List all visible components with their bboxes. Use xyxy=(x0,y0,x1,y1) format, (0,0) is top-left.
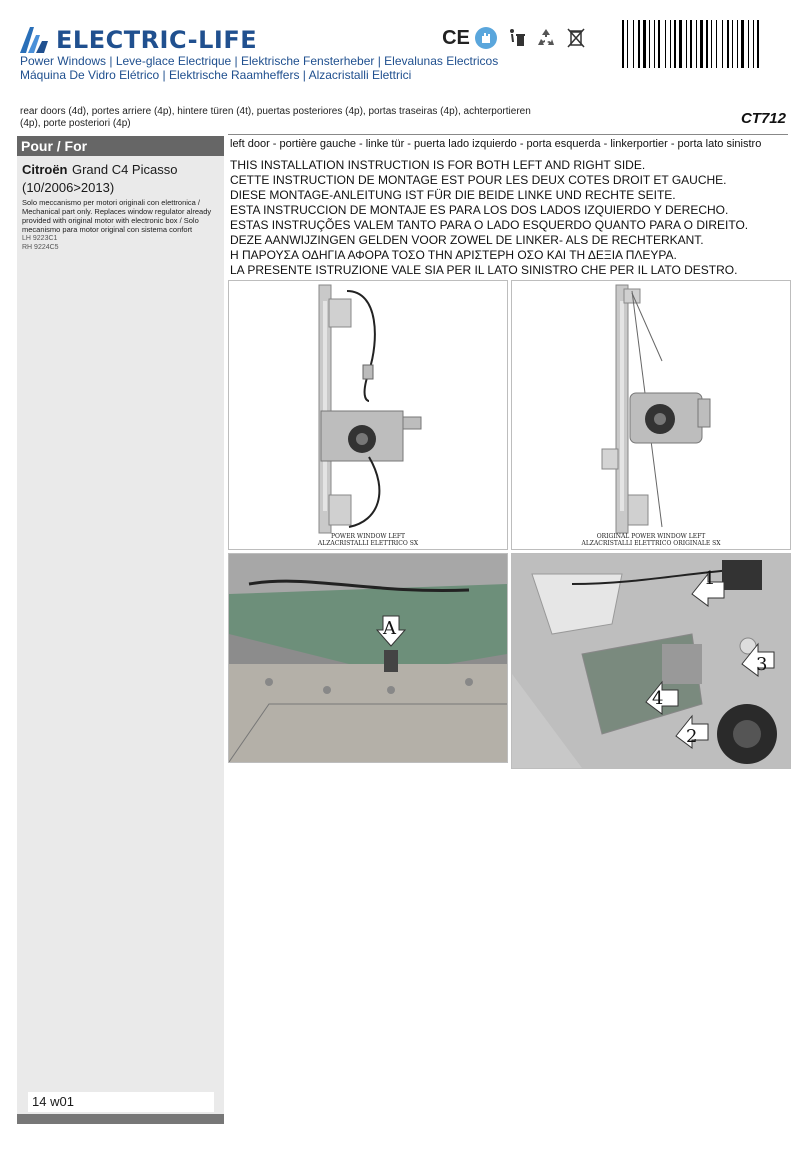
ref-rh: RH 9224C5 xyxy=(22,244,59,251)
instruction-line: THIS INSTALLATION INSTRUCTION IS FOR BOTH LEFT AND RIGHT SIDE. xyxy=(230,158,646,172)
vehicle-note: Solo meccanismo per motori originali con elettronica / Mechanical part only. Replaces window regulator already provided with original motor with electronic box / Solo mecanismo para motor original con sistema confort xyxy=(22,198,212,234)
instruction-line: CETTE INSTRUCTION DE MONTAGE EST POUR LES DEUX COTES DROIT ET GAUCHE. xyxy=(230,173,727,187)
instruction-line: ESTA INSTRUCCION DE MONTAJE ES PARA LOS DOS LADOS IZQUIERDO Y DERECHO. xyxy=(230,203,729,217)
vehicle-years: (10/2006>2013) xyxy=(22,180,115,195)
photo2-caption xyxy=(512,533,790,547)
applicability-text xyxy=(20,106,580,130)
callout-1: 1 xyxy=(704,568,716,589)
photo2-caption-line1: ORIGINAL POWER WINDOW LEFT xyxy=(596,533,706,540)
product-code: CT712 xyxy=(740,110,786,127)
ce-mark-icon: CE xyxy=(442,26,470,49)
door-side-line: left door - portière gauche - linke tür - puerta lado izquierdo - porta esquerda - linkerportier - porta lato sinistro xyxy=(230,138,762,150)
vehicle-sidebar xyxy=(17,136,224,1124)
window-regulator-illustration xyxy=(229,281,507,549)
sidebar-footer-bar xyxy=(17,1114,224,1124)
revision-label: 14 w01 xyxy=(28,1092,214,1112)
photo-door-panel-steps xyxy=(511,553,791,769)
instruction-line: Η ΠΑΡΟΥΣΑ ΟΔΗΓΙΑ ΑΦΟΡΑ ΤΟΣΟ ΤΗΝ ΑΡΙΣΤΕΡΗ ΟΣΟ ΚΑΙ ΤΗ ΔΕΞΙΑ ΠΛΕΥΡΑ. xyxy=(230,248,677,262)
door-panel-illustration xyxy=(512,554,790,768)
instruction-line: LA PRESENTE ISTRUZIONE VALE SIA PER IL LATO SINISTRO CHE PER IL LATO DESTRO. xyxy=(230,263,738,277)
photo-power-window-left xyxy=(228,280,508,550)
callout-3: 3 xyxy=(756,654,768,675)
header-divider xyxy=(228,134,788,135)
ref-lh: LH 9223C1 xyxy=(22,235,58,242)
bin-person-icon xyxy=(504,26,528,50)
photo-window-glass-clip xyxy=(228,553,508,763)
crossed-bin-icon xyxy=(564,26,588,50)
instructions-block xyxy=(230,158,790,278)
sidebar-header: Pour / For xyxy=(17,136,224,156)
vehicle-model: Grand C4 Picasso xyxy=(71,162,178,177)
callout-2: 2 xyxy=(686,726,698,747)
subtitle-line-1: Power Windows | Leve-glace Electrique | Elektrische Fensterheber | Elevalunas Electricos xyxy=(20,54,499,68)
product-category-subtitle xyxy=(20,54,498,82)
subtitle-line-2: Máquina De Vidro Elétrico | Elektrische Raamheffers | Alzacristalli Elettrici xyxy=(20,68,412,82)
vehicle-info xyxy=(22,161,218,252)
electric-life-logo-icon xyxy=(18,25,52,55)
photo1-caption-line2: ALZACRISTALLI ELETTRICO SX xyxy=(317,540,419,547)
instruction-line: DIESE MONTAGE-ANLEITUNG IST FÜR DIE BEIDE LINKE UND RECHTE SEITE. xyxy=(230,188,676,202)
brand-name: ELECTRIC-LIFE xyxy=(56,26,258,54)
applicability-line-1: rear doors (4d), portes arriere (4p), hintere türen (4t), puertas posteriores (4p), portas traseiras (4p), achterportieren xyxy=(20,106,531,117)
hand-badge-icon xyxy=(474,26,498,50)
instruction-line: ESTAS INSTRUÇÕES VALEM TANTO PARA O LADO ESQUERDO QUANTO PARA O DIREITO. xyxy=(230,218,749,232)
applicability-line-2: (4p), porte posteriori (4p) xyxy=(20,118,131,129)
photo1-caption xyxy=(229,533,507,547)
door-glass-illustration xyxy=(229,554,507,762)
instruction-line: DEZE AANWIJZINGEN GELDEN VOOR ZOWEL DE LINKER- ALS DE RECHTERKANT. xyxy=(230,233,704,247)
callout-a: A xyxy=(383,618,396,639)
photo1-caption-line1: POWER WINDOW LEFT xyxy=(330,533,406,540)
original-regulator-illustration xyxy=(512,281,790,549)
photo2-caption-line2: ALZACRISTALLI ELETTRICO ORIGINALE SX xyxy=(581,540,721,547)
photo-original-power-window-left xyxy=(511,280,791,550)
certification-icons xyxy=(444,26,588,50)
callout-4: 4 xyxy=(652,688,664,709)
recycle-icon xyxy=(534,26,558,50)
barcode-icon xyxy=(620,20,788,70)
brand-logo xyxy=(18,22,258,58)
vehicle-make: Citroën xyxy=(22,162,68,177)
